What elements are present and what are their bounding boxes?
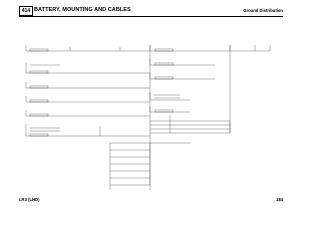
right-block-4 [150, 92, 190, 100]
right-block-1 [150, 45, 270, 51]
left-block-5 [26, 110, 150, 116]
left-block-3 [26, 82, 150, 88]
page-title: BATTERY, MOUNTING AND CABLES [34, 7, 131, 13]
right-block-5 [150, 106, 190, 112]
wire-label-boxes [30, 49, 173, 136]
left-block-4 [26, 96, 150, 102]
section-number-badge: 414 [19, 6, 33, 16]
right-block-3 [150, 73, 215, 79]
ground-bus [150, 45, 270, 190]
right-block-2 [150, 59, 215, 65]
page-number: 184 [276, 197, 283, 202]
right-block-6 [150, 115, 230, 133]
left-block-6 [26, 124, 150, 136]
bottom-connector [110, 143, 150, 190]
left-block-2 [26, 63, 150, 73]
left-block-1 [26, 45, 150, 51]
footer-model: LR3 (LHD) [19, 197, 40, 202]
page-subtitle: Ground Distribution [243, 8, 283, 13]
